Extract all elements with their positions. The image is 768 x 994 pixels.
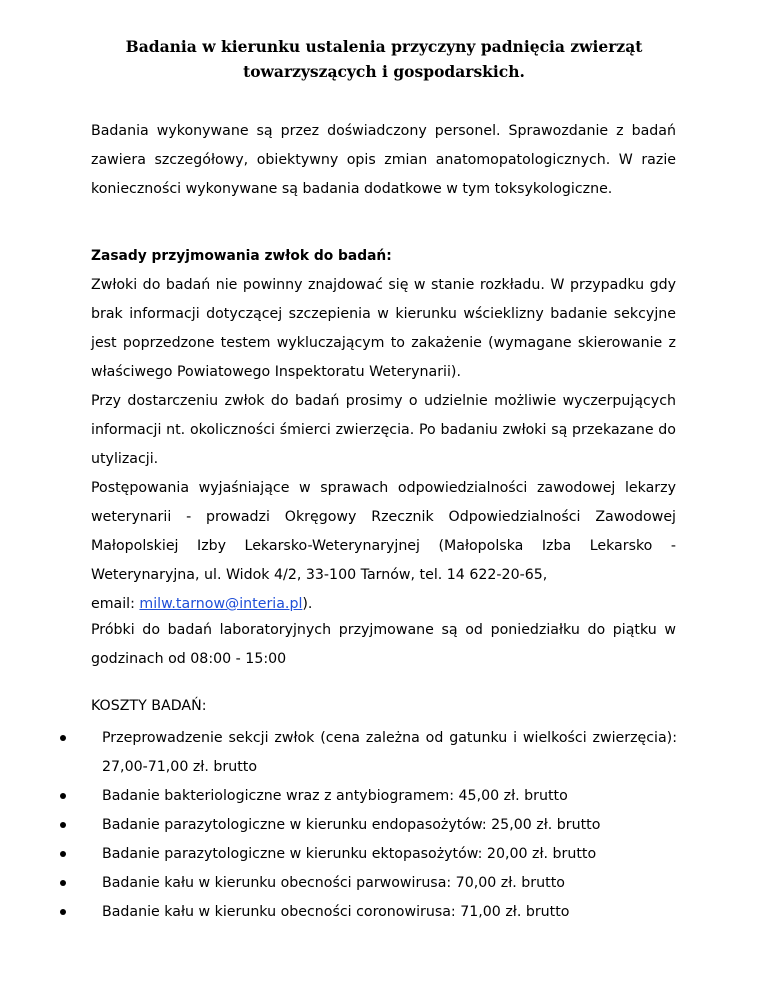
bullet-icon	[60, 909, 66, 915]
costs-list-item: Badanie kału w kierunku obecności coronowirusa: 71,00 zł. brutto	[0, 898, 677, 927]
costs-list-item: Badanie parazytologiczne w kierunku ektopasożytów: 20,00 zł. brutto	[0, 840, 677, 869]
costs-list-item: Badanie parazytologiczne w kierunku endopasożytów: 25,00 zł. brutto	[0, 811, 677, 840]
rules-paragraph-1: Zwłoki do badań nie powinny znajdować się w stanie rozkładu. W przypadku gdy brak informacji dotyczącej szczepienia w kierunku wścieklizny badanie sekcyjne jest poprzedzone testem wykluczającym to zakażenie (wymagane skierowanie z właściwego Powiatowego Inspektoratu Weterynarii).	[91, 277, 676, 380]
email-suffix: ).	[302, 596, 313, 612]
samples-paragraph: Próbki do badań laboratoryjnych przyjmowane są od poniedziałku do piątku w godzinach od 08:00 - 15:00	[91, 622, 676, 667]
page-title	[80, 34, 688, 84]
email-link[interactable]: milw.tarnow@interia.pl	[139, 596, 303, 612]
intro-paragraph: Badania wykonywane są przez doświadczony personel. Sprawozdanie z badań zawiera szczegółowy, obiektywny opis zmian anatomopatologicznych. W razie konieczności wykonywane są badania dodatkowe w tym toksykologiczne.	[91, 123, 676, 197]
bullet-icon	[60, 880, 66, 886]
costs-list-item: Badanie kału w kierunku obecności parwowirusa: 70,00 zł. brutto	[0, 869, 677, 898]
rules-heading: Zasady przyjmowania zwłok do badań:	[91, 248, 392, 264]
rules-section	[91, 242, 676, 619]
costs-list-item: Badanie bakteriologiczne wraz z antybiogramem: 45,00 zł. brutto	[0, 782, 677, 811]
bullet-icon	[60, 735, 66, 741]
bullet-icon	[60, 822, 66, 828]
title-line-2: towarzyszących i gospodarskich.	[243, 62, 525, 81]
title-line-1: Badania w kierunku ustalenia przyczyny padnięcia zwierząt	[125, 37, 643, 56]
costs-list	[0, 724, 768, 927]
email-prefix: email:	[91, 596, 140, 612]
costs-list-item: Przeprowadzenie sekcji zwłok (cena zależna od gatunku i wielkości zwierzęcia): 27,00-71,00 zł. brutto	[0, 724, 677, 782]
rules-paragraph-2: Przy dostarczeniu zwłok do badań prosimy o udzielnie możliwie wyczerpujących informacji nt. okoliczności śmierci zwierzęcia. Po badaniu zwłoki są przekazane do utylizacji.	[91, 393, 676, 467]
bullet-icon	[60, 793, 66, 799]
costs-heading: KOSZTY BADAŃ:	[91, 698, 207, 714]
bullet-icon	[60, 851, 66, 857]
email-line	[91, 590, 676, 619]
rules-paragraph-3: Postępowania wyjaśniające w sprawach odpowiedzialności zawodowej lekarzy weterynarii - prowadzi Okręgowy Rzecznik Odpowiedzialności Zawodowej Małopolskiej Izby Lekarsko-Weterynaryjnej (Małopolska Izba Lekarsko - Weterynaryjna, ul. Widok 4/2, 33-100 Tarnów, tel. 14 622-20-65,	[91, 480, 676, 583]
